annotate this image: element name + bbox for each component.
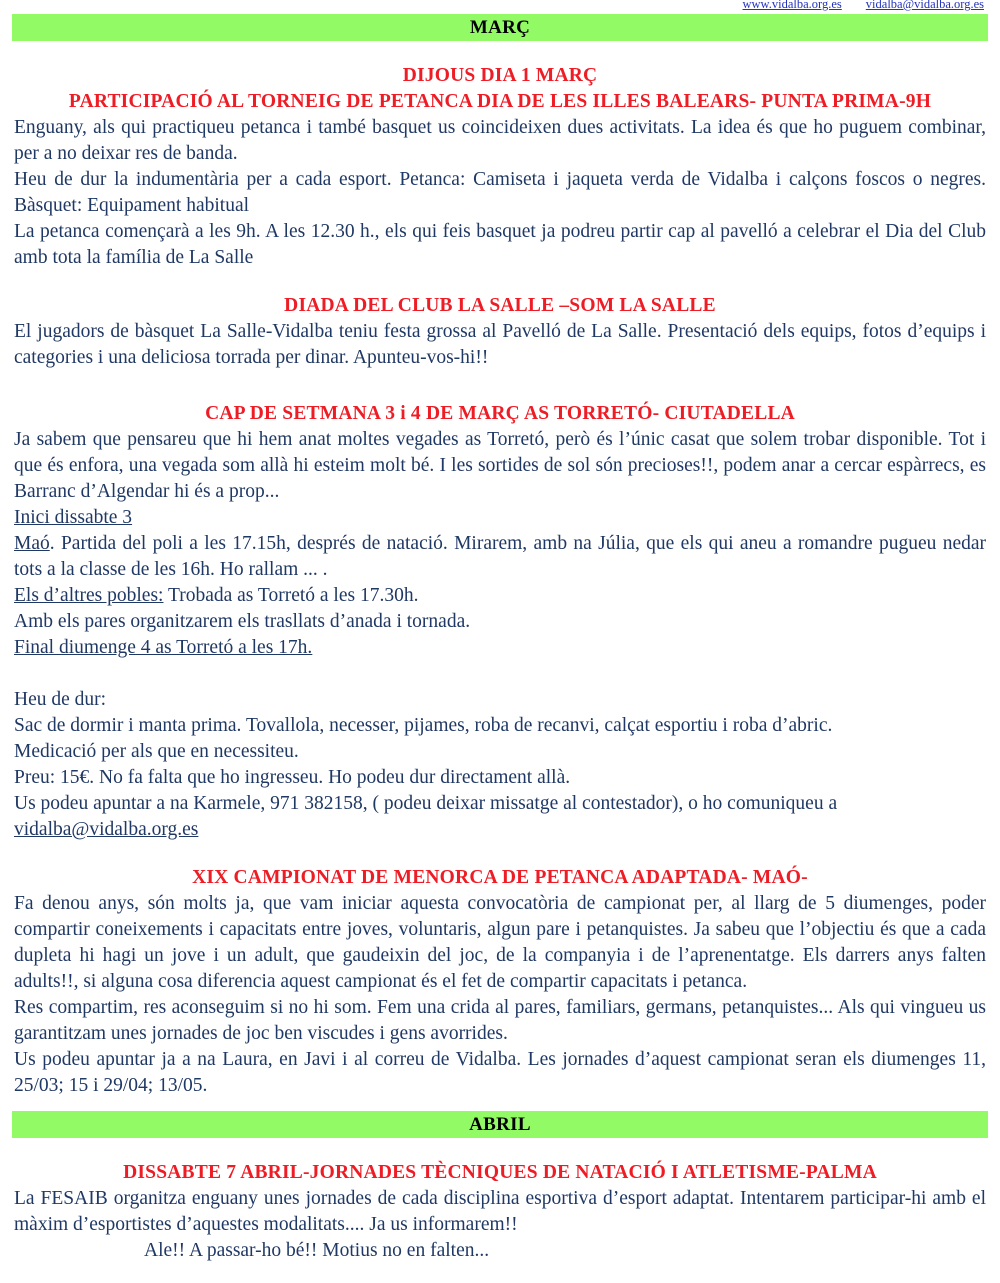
event3-inici-line [12, 505, 988, 531]
event3-paragraph-1: Ja sabem que pensareu que hi hem anat moltes vegades as Torretó, però és l’únic casat que solem trobar disponible. Tot i que és enfora, una vegada som allà hi esteim molt bé. I les sortides de sol són precioses!!, podem anar a cercar espàrrecs, es Barranc d’Algendar hi és a prop... [14, 429, 986, 502]
event3-heu-line-4: Us podeu apuntar a na Karmele, 971 382158, ( podeu deixar missatge al contestador), o ho comuniqueu a [14, 793, 838, 814]
email-link[interactable]: vidalba@vidalba.org.es [865, 0, 984, 11]
event3-inici-label: Inici dissabte 3 [14, 507, 133, 528]
event1-paragraph-2: Heu de dur la indumentària per a cada esport. Petanca: Camiseta i jaqueta verda de Vidalba i calçons foscos o negres. Bàsquet: Equipament habitual [14, 169, 986, 216]
month-banner-abril-label: ABRIL [469, 1113, 531, 1135]
event3-altres-pobles-text: Trobada as Torretó a les 17.30h. [163, 585, 419, 606]
event4-paragraph-2: Res compartim, res aconseguim si no hi som. Fem una crida al pares, familiars, germans, petanquistes... Als qui vingueu us garantitzam unes jornades de joc ben viscudes i gens avorrides. [14, 997, 986, 1044]
event3-contact-email-line [12, 817, 988, 843]
event2-paragraph-1: El jugadors de bàsquet La Salle-Vidalba teniu festa grossa al Pavelló de La Salle. Presentació dels equips, fotos d’equips i categories i una deliciosa torrada per dinar. Apunteu-vos-hi!! [14, 321, 986, 368]
header-links [12, 0, 988, 12]
event3-mao-label: Maó [14, 533, 50, 554]
contact-email-link[interactable]: vidalba@vidalba.org.es [14, 819, 199, 840]
event3-heu-de-dur-label: Heu de dur: [14, 689, 107, 710]
event1-title-line2: PARTICIPACIÓ AL TORNEIG DE PETANCA DIA DE LES ILLES BALEARS- PUNTA PRIMA-9H [68, 91, 932, 112]
website-link[interactable]: www.vidalba.org.es [742, 0, 842, 11]
spacer [12, 843, 988, 865]
event4-paragraph-3: Us podeu apuntar ja a na Laura, en Javi i al correu de Vidalba. Les jornades d’aquest campionat seran els diumenges 11, 25/03; 15 i 29/04; 13/05. [14, 1049, 986, 1096]
event2-title: DIADA DEL CLUB LA SALLE –SOM LA SALLE [284, 295, 716, 316]
event3-final-label: Final diumenge 4 as Torretó a les 17h. [14, 637, 313, 658]
event3-heu-line-3: Preu: 15€. No fa falta que ho ingresseu. Ho podeu dur directament allà. [14, 767, 571, 788]
event4-title: XIX CAMPIONAT DE MENORCA DE PETANCA ADAPTADA- MAÓ- [192, 867, 808, 888]
event1-title-line1: DIJOUS DIA 1 MARÇ [402, 65, 598, 86]
month-banner-marc [12, 14, 988, 41]
spacer [12, 1138, 988, 1160]
event4-paragraph-1: Fa denou anys, són molts ja, que vam iniciar aquesta convocatòria de campionat per, al llarg de 5 diumenges, poder compartir coneixements i capacitats entre joves, voluntaris, algun pare i petanquistes. Ja sabeu que l’objectiu és que a cada dupleta hi hagi un jove i un adult, que gaudeixin del joc, de la companyia i de l’aprenentatge. Els darrers anys falten adults!!, si alguna cosa diferencia aquest campionat és el fet de compartir capacitats i petanca. [14, 893, 986, 992]
april-event1-title: DISSABTE 7 ABRIL-JORNADES TÈCNIQUES DE NATACIÓ I ATLETISME-PALMA [123, 1162, 877, 1183]
event3-pares-line: Amb els pares organitzarem els trasllats d’anada i tornada. [14, 611, 471, 632]
event3-final-line [12, 635, 988, 661]
closing-line: Ale!! A passar-ho bé!! Motius no en falten... [144, 1240, 490, 1261]
spacer [12, 271, 988, 293]
april-event1-paragraph-1: La FESAIB organitza enguany unes jornades de cada disciplina esportiva d’esport adaptat. Intentarem participar-hi amb el màxim d’esportistes d’aquestes modalitats.... Ja us informarem!! [14, 1188, 986, 1235]
spacer [12, 371, 988, 401]
event3-heu-line-2: Medicació per als que en necessiteu. [14, 741, 299, 762]
event3-title: CAP DE SETMANA 3 i 4 DE MARÇ AS TORRETÓ- CIUTADELLA [205, 403, 795, 424]
event3-altres-pobles-line [12, 583, 988, 609]
event1-paragraph-1: Enguany, als qui practiqueu petanca i també basquet us coincideixen dues activitats. La idea és que ho puguem combinar, per a no deixar res de banda. [14, 117, 986, 164]
event3-altres-pobles-label: Els d’altres pobles: [14, 585, 164, 606]
month-banner-abril [12, 1111, 988, 1138]
event3-heu-line-1: Sac de dormir i manta prima. Tovallola, necesser, pijames, roba de recanvi, calçat esportiu i roba d’abric. [14, 715, 833, 736]
spacer [12, 1099, 988, 1109]
event3-mao-text: . Partida del poli a les 17.15h, després de natació. Mirarem, amb na Júlia, que els qui aneu a romandre pugueu nedar tots a la classe de les 16h. Ho rallam ... . [14, 533, 986, 580]
month-banner-marc-label: MARÇ [469, 16, 531, 38]
spacer [12, 661, 988, 687]
event3-mao-line [12, 531, 988, 583]
spacer [12, 41, 988, 63]
event1-paragraph-3: La petanca començarà a les 9h. A les 12.30 h., els qui feis basquet ja podreu partir cap al pavelló a celebrar el Dia del Club amb tota la família de La Salle [14, 221, 986, 268]
